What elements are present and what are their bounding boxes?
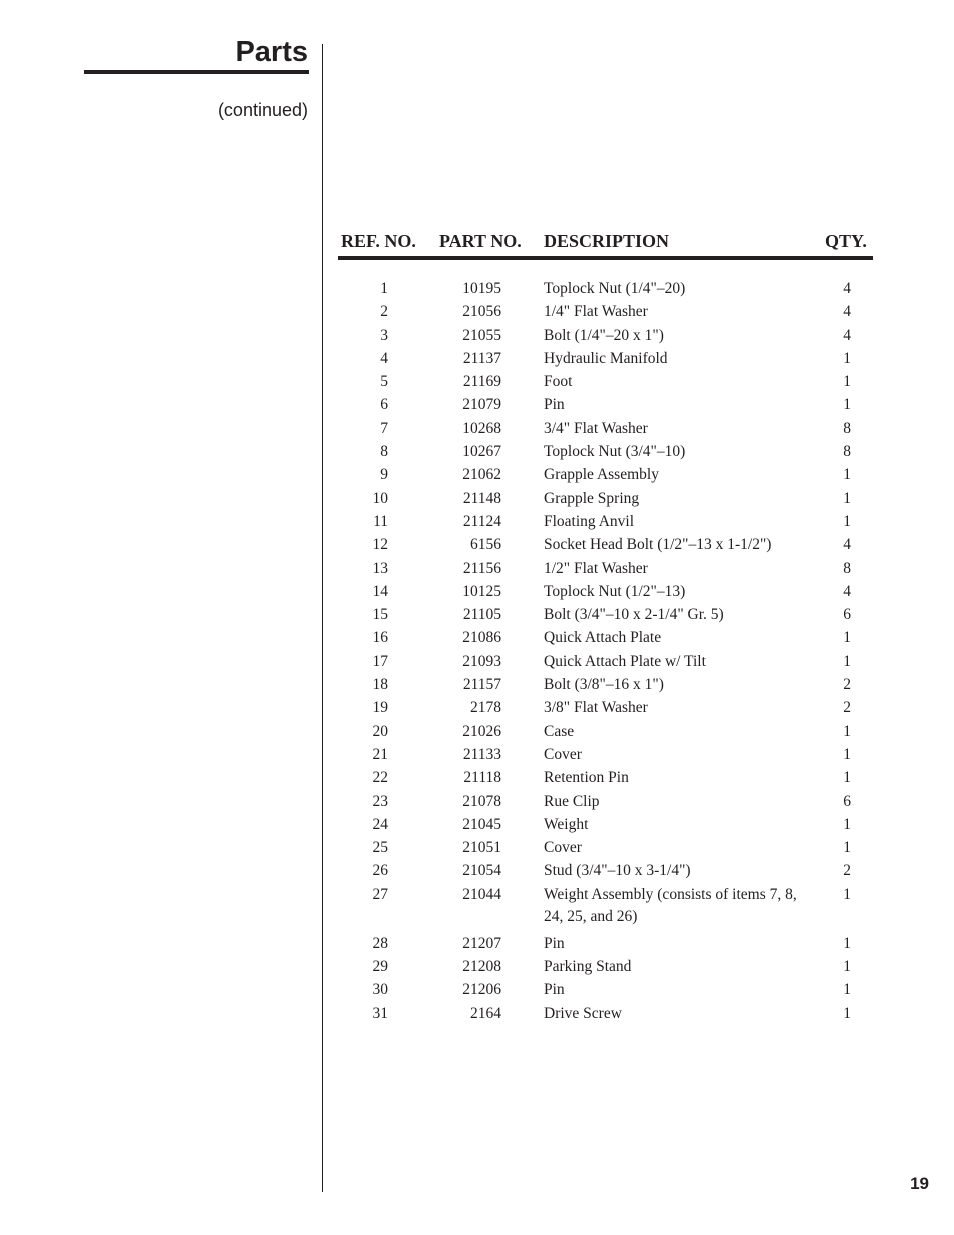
quantity-cell: 1 [843,629,851,647]
ref-cell: 27 [372,885,388,903]
quantity-cell: 6 [843,792,851,810]
part-number-cell: 21133 [462,745,501,763]
table-row [338,418,873,441]
quantity-cell: 6 [843,606,851,624]
description-cell: Toplock Nut (3/4"–10) [544,443,686,461]
description-cell: Drive Screw [544,1004,622,1022]
quantity-cell: 4 [843,280,851,297]
quantity-cell: 1 [843,885,851,903]
quantity-cell: 1 [843,373,851,391]
table-row [338,511,873,534]
description-cell: Quick Attach Plate [544,629,662,647]
quantity-cell: 4 [843,303,851,321]
quantity-cell: 1 [843,1004,851,1022]
part-number-cell: 21045 [462,815,501,833]
part-number-cell: 21086 [462,629,501,647]
ref-cell: 26 [372,862,388,880]
part-number-cell: 21169 [462,373,501,391]
table-row [338,651,873,674]
table-row [338,791,873,814]
description-cell: Quick Attach Plate w/ Tilt [544,652,706,670]
parts-table [338,278,873,1026]
quantity-cell: 1 [843,815,851,833]
ref-cell: 17 [372,652,388,670]
ref-cell: 4 [380,349,388,367]
ref-cell: 18 [372,676,388,694]
ref-cell: 3 [380,326,388,344]
quantity-cell: 2 [843,862,851,880]
table-row [338,674,873,697]
table-row [338,534,873,557]
description-cell: 3/8" Flat Washer [544,699,648,717]
ref-cell: 14 [372,582,388,600]
description-cell: Stud (3/4"–10 x 3-1/4") [544,862,691,880]
quantity-cell: 1 [843,489,851,507]
table-row [338,933,873,956]
title-underline [84,70,309,74]
table-row [338,697,873,720]
part-number-cell: 21051 [462,839,501,857]
vertical-divider [322,44,323,1192]
ref-cell: 22 [372,769,388,787]
ref-cell: 31 [372,1004,388,1022]
description-cell: Retention Pin [544,769,629,787]
ref-cell: 2 [380,303,388,321]
ref-cell: 12 [372,536,388,554]
ref-cell: 7 [380,419,388,437]
ref-cell: 30 [372,981,388,999]
description-cell: 1/4" Flat Washer [544,303,648,321]
description-cell: Floating Anvil [544,512,634,530]
description-cell: Weight Assembly (consists of items 7, 8, 24, 25, and 26) [544,885,797,925]
table-row [338,464,873,487]
part-number-cell: 21105 [462,606,501,624]
ref-cell: 19 [372,699,388,717]
description-cell: Hydraulic Manifold [544,349,668,367]
quantity-cell: 4 [843,582,851,600]
part-number-cell: 21054 [462,862,501,880]
description-cell: Pin [544,934,565,952]
description-cell: Toplock Nut (1/4"–20) [544,280,686,297]
description-cell: Bolt (3/8"–16 x 1") [544,676,664,694]
table-row [338,979,873,1002]
part-number-cell: 10267 [462,443,501,461]
description-cell: Case [544,722,575,740]
part-number-cell: 21056 [462,303,501,321]
table-row [338,371,873,394]
description-cell: 1/2" Flat Washer [544,559,648,577]
part-number-cell: 21078 [462,792,501,810]
part-number-cell: 21124 [462,512,501,530]
table-row [338,721,873,744]
ref-cell: 9 [380,466,388,484]
quantity-cell: 1 [843,652,851,670]
quantity-cell: 4 [843,326,851,344]
quantity-cell: 8 [843,419,851,437]
table-row [338,767,873,790]
quantity-cell: 1 [843,958,851,976]
table-row [338,394,873,417]
table-row [338,581,873,604]
part-number-cell: 21208 [462,958,501,976]
description-cell: Pin [544,396,565,414]
ref-cell: 1 [380,280,388,297]
part-number-cell: 10125 [462,582,501,600]
ref-cell: 24 [372,815,388,833]
quantity-cell: 1 [843,769,851,787]
part-number-cell: 21044 [462,885,501,903]
part-number-cell: 2164 [470,1004,501,1022]
quantity-cell: 1 [843,396,851,414]
quantity-cell: 1 [843,349,851,367]
page-title: Parts [235,36,308,68]
quantity-cell: 8 [843,443,851,461]
table-row [338,627,873,650]
table-row [338,956,873,979]
description-cell: Grapple Spring [544,489,640,507]
quantity-cell: 1 [843,839,851,857]
quantity-cell: 1 [843,981,851,999]
quantity-cell: 4 [843,536,851,554]
part-number-cell: 10195 [462,280,501,297]
ref-cell: 11 [373,512,388,530]
ref-cell: 29 [372,958,388,976]
part-number-cell: 6156 [470,536,501,554]
ref-cell: 5 [380,373,388,391]
table-row [338,278,873,301]
ref-cell: 6 [380,396,388,414]
description-cell: 3/4" Flat Washer [544,419,648,437]
description-cell: Pin [544,981,565,999]
description-cell: Cover [544,745,582,763]
quantity-cell: 1 [843,512,851,530]
description-cell: Parking Stand [544,958,632,976]
description-cell: Bolt (3/4"–10 x 2-1/4" Gr. 5) [544,606,724,624]
description-cell: Bolt (1/4"–20 x 1") [544,326,664,344]
description-cell: Weight [544,815,589,833]
table-row [338,558,873,581]
ref-cell: 23 [372,792,388,810]
part-number-cell: 21062 [462,466,501,484]
table-row [338,441,873,464]
part-number-cell: 2178 [470,699,501,717]
description-cell: Rue Clip [544,792,600,810]
column-header-qty: QTY. [825,231,867,251]
part-number-cell: 21118 [463,769,501,787]
part-number-cell: 21093 [462,652,501,670]
header-rule [338,256,873,260]
description-cell: Socket Head Bolt (1/2"–13 x 1-1/2") [544,536,772,554]
part-number-cell: 21156 [462,559,501,577]
part-number-cell: 21079 [462,396,501,414]
quantity-cell: 2 [843,676,851,694]
part-number-cell: 21207 [462,934,501,952]
description-cell: Grapple Assembly [544,466,659,484]
ref-cell: 13 [372,559,388,577]
page-subtitle: (continued) [217,100,308,120]
column-header-description: DESCRIPTION [544,231,670,251]
ref-cell: 8 [380,443,388,461]
part-number-cell: 10268 [462,419,501,437]
description-cell: Foot [544,373,573,391]
part-number-cell: 21206 [462,981,501,999]
table-row [338,884,873,933]
column-header-part-no: PART NO. [439,231,522,251]
column-header-ref-no: REF. NO. [341,231,416,251]
table-row [338,301,873,324]
table-row [338,1003,873,1026]
description-cell: Toplock Nut (1/2"–13) [544,582,686,600]
page-number: 19 [910,1174,929,1193]
ref-cell: 10 [372,489,388,507]
quantity-cell: 8 [843,559,851,577]
table-row [338,814,873,837]
part-number-cell: 21055 [462,326,501,344]
table-row [338,348,873,371]
table-row [338,325,873,348]
part-number-cell: 21157 [462,676,501,694]
description-cell: Cover [544,839,582,857]
part-number-cell: 21137 [462,349,501,367]
quantity-cell: 1 [843,466,851,484]
table-row [338,744,873,767]
table-row [338,837,873,860]
quantity-cell: 1 [843,934,851,952]
ref-cell: 20 [372,722,388,740]
quantity-cell: 1 [843,745,851,763]
part-number-cell: 21148 [462,489,501,507]
ref-cell: 16 [372,629,388,647]
quantity-cell: 1 [843,722,851,740]
ref-cell: 21 [372,745,388,763]
table-row [338,604,873,627]
quantity-cell: 2 [843,699,851,717]
ref-cell: 25 [372,839,388,857]
table-row [338,860,873,883]
ref-cell: 28 [372,934,388,952]
ref-cell: 15 [372,606,388,624]
part-number-cell: 21026 [462,722,501,740]
table-row [338,488,873,511]
